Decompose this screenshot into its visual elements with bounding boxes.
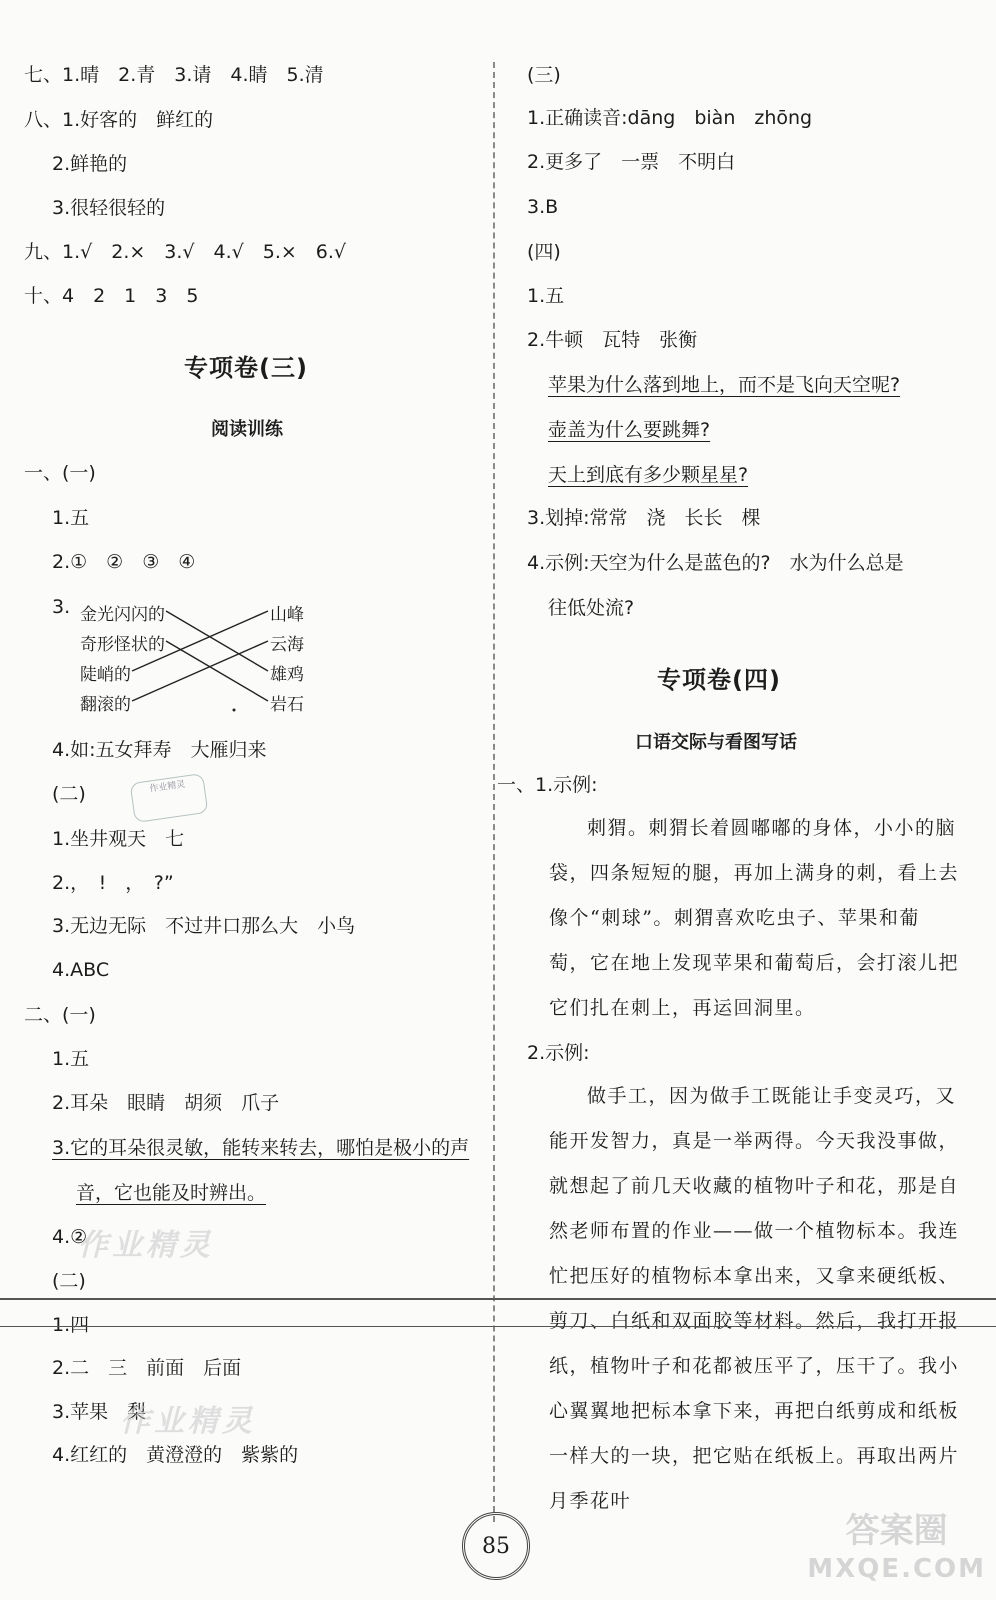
- writing-sample-1: 刺猬。刺猬长着圆嘟嘟的身体，小小的脑袋，四条短短的腿，再加上满身的刺，看上去像个“刺球”。刺猬喜欢吃虫子、苹果和葡萄，它在地上发现苹果和葡萄后，会打滚儿把它们扎在刺上，再运回洞里。: [549, 817, 960, 1019]
- answer-r-2: 2.更多了 一票 不明白: [527, 151, 736, 173]
- column-divider: [493, 62, 495, 1522]
- scan-line-1: [0, 1298, 996, 1300]
- question-lid: 壶盖为什么要跳舞?: [548, 419, 711, 441]
- answer-r-12: 往低处流?: [548, 597, 635, 619]
- part-3-heading: (三): [527, 64, 561, 86]
- part-2-sub-2: (二): [52, 1270, 86, 1292]
- question-stars: 天上到底有多少颗星星?: [548, 464, 749, 486]
- section-title-3: 专项卷(三): [184, 354, 308, 382]
- match-right-2: 云海: [270, 635, 304, 655]
- answer-line-9: 九、1.√ 2.× 3.√ 4.√ 5.× 6.√: [24, 241, 347, 263]
- answer-d-4: 4.红红的 黄澄澄的 紫紫的: [52, 1444, 299, 1466]
- section-subtitle-4: 口语交际与看图写话: [635, 732, 797, 753]
- matching-lines: [0, 0, 490, 760]
- match-left-3: 陡峭的: [80, 665, 131, 685]
- part-4-heading: (四): [527, 241, 561, 263]
- watermark-2: 作业精灵: [120, 1404, 256, 1439]
- match-left-4: 翻滚的: [80, 695, 131, 715]
- answer-line-8-2: 2.鲜艳的: [52, 153, 128, 175]
- site-logo-watermark: 答案圈 MXQE.COM: [807, 1511, 986, 1584]
- answer-d-3: 3.苹果 梨: [52, 1401, 147, 1423]
- answer-d-2: 2.二 三 前面 后面: [52, 1357, 242, 1379]
- answer-b-4: 4.ABC: [52, 959, 110, 981]
- match-right-3: 雄鸡: [270, 665, 304, 685]
- writing-1-heading: 一、1.示例:: [497, 774, 598, 796]
- match-line-1: [166, 611, 268, 671]
- answer-r-6: 2.牛顿 瓦特 张衡: [527, 329, 698, 351]
- answer-r-5: 1.五: [527, 285, 565, 307]
- answer-line-8-3: 3.很轻很轻的: [52, 197, 166, 219]
- stamp-mark: 作业精灵: [130, 773, 209, 823]
- match-left-1: 金光闪闪的: [80, 605, 165, 625]
- answer-1-3-label: 3.: [52, 596, 71, 618]
- part-1-sub-2: (二): [52, 783, 86, 805]
- answer-c-2: 2.耳朵 眼睛 胡须 爪子: [52, 1092, 280, 1114]
- part-1-heading: 一、(一): [24, 462, 96, 484]
- answer-b-2: 2.， ! ， ?”: [52, 872, 174, 894]
- writing-sample-2: 做手工，因为做手工既能让手变灵巧，又能开发智力，真是一举两得。今天我没事做，就想起了前几天收藏的植物叶子和花，那是自然老师布置的作业——做一个植物标本。我连忙把压好的植物标本拿出来，又拿来硬纸板、剪刀、白纸和双面胶等材料。然后，我打开报纸，植物叶子和花都被压平了，压干了。我小心翼翼地把标本拿下来，再把白纸剪成和纸板一样大的一块，把它贴在纸板上。再取出两片月季花叶: [549, 1085, 960, 1512]
- answer-r-11: 4.示例:天空为什么是蓝色的? 水为什么总是: [527, 552, 904, 574]
- match-right-1: 山峰: [270, 605, 304, 625]
- match-right-4: 岩石: [270, 695, 304, 715]
- section-subtitle-3: 阅读训练: [211, 419, 283, 440]
- answer-line-8: 八、1.好客的 鲜红的: [24, 109, 214, 131]
- answer-r-1: 1.正确读音:dāng biàn zhōng: [527, 107, 813, 129]
- part-2-heading: 二、(一): [24, 1004, 96, 1026]
- answer-d-1: 1.四: [52, 1314, 90, 1336]
- question-apple: 苹果为什么落到地上，而不是飞向天空呢?: [548, 374, 901, 396]
- answer-1-2: 2.① ② ③ ④: [52, 551, 196, 573]
- answer-b-1: 1.坐井观天 七: [52, 828, 185, 850]
- stray-dot: [233, 709, 236, 712]
- answer-1-4: 4.如:五女拜寿 大雁归来: [52, 739, 267, 761]
- writing-2-heading: 2.示例:: [527, 1042, 590, 1064]
- match-left-2: 奇形怪状的: [80, 635, 165, 655]
- match-line-4: [132, 641, 268, 701]
- watermark-1: 作业精灵: [78, 1228, 214, 1263]
- page-number: 85: [462, 1512, 530, 1580]
- answer-r-10: 3.划掉:常常 浇 长长 棵: [527, 507, 761, 529]
- answer-c-3b: 音，它也能及时辨出。: [76, 1182, 267, 1204]
- answer-c-4: 4.②: [52, 1226, 88, 1248]
- answer-b-3: 3.无边无际 不过井口那么大 小鸟: [52, 915, 356, 937]
- answer-c-1: 1.五: [52, 1048, 90, 1070]
- answer-1-1: 1.五: [52, 507, 90, 529]
- match-line-3: [132, 611, 268, 671]
- section-title-4: 专项卷(四): [657, 666, 781, 694]
- scan-line-2: [0, 1326, 996, 1327]
- answer-line-7: 七、1.晴 2.青 3.请 4.睛 5.清: [24, 64, 324, 86]
- answer-c-3a: 3.它的耳朵很灵敏，能转来转去，哪怕是极小的声: [52, 1137, 470, 1159]
- answer-r-3: 3.B: [527, 196, 559, 218]
- answer-line-10: 十、4 2 1 3 5: [24, 285, 199, 307]
